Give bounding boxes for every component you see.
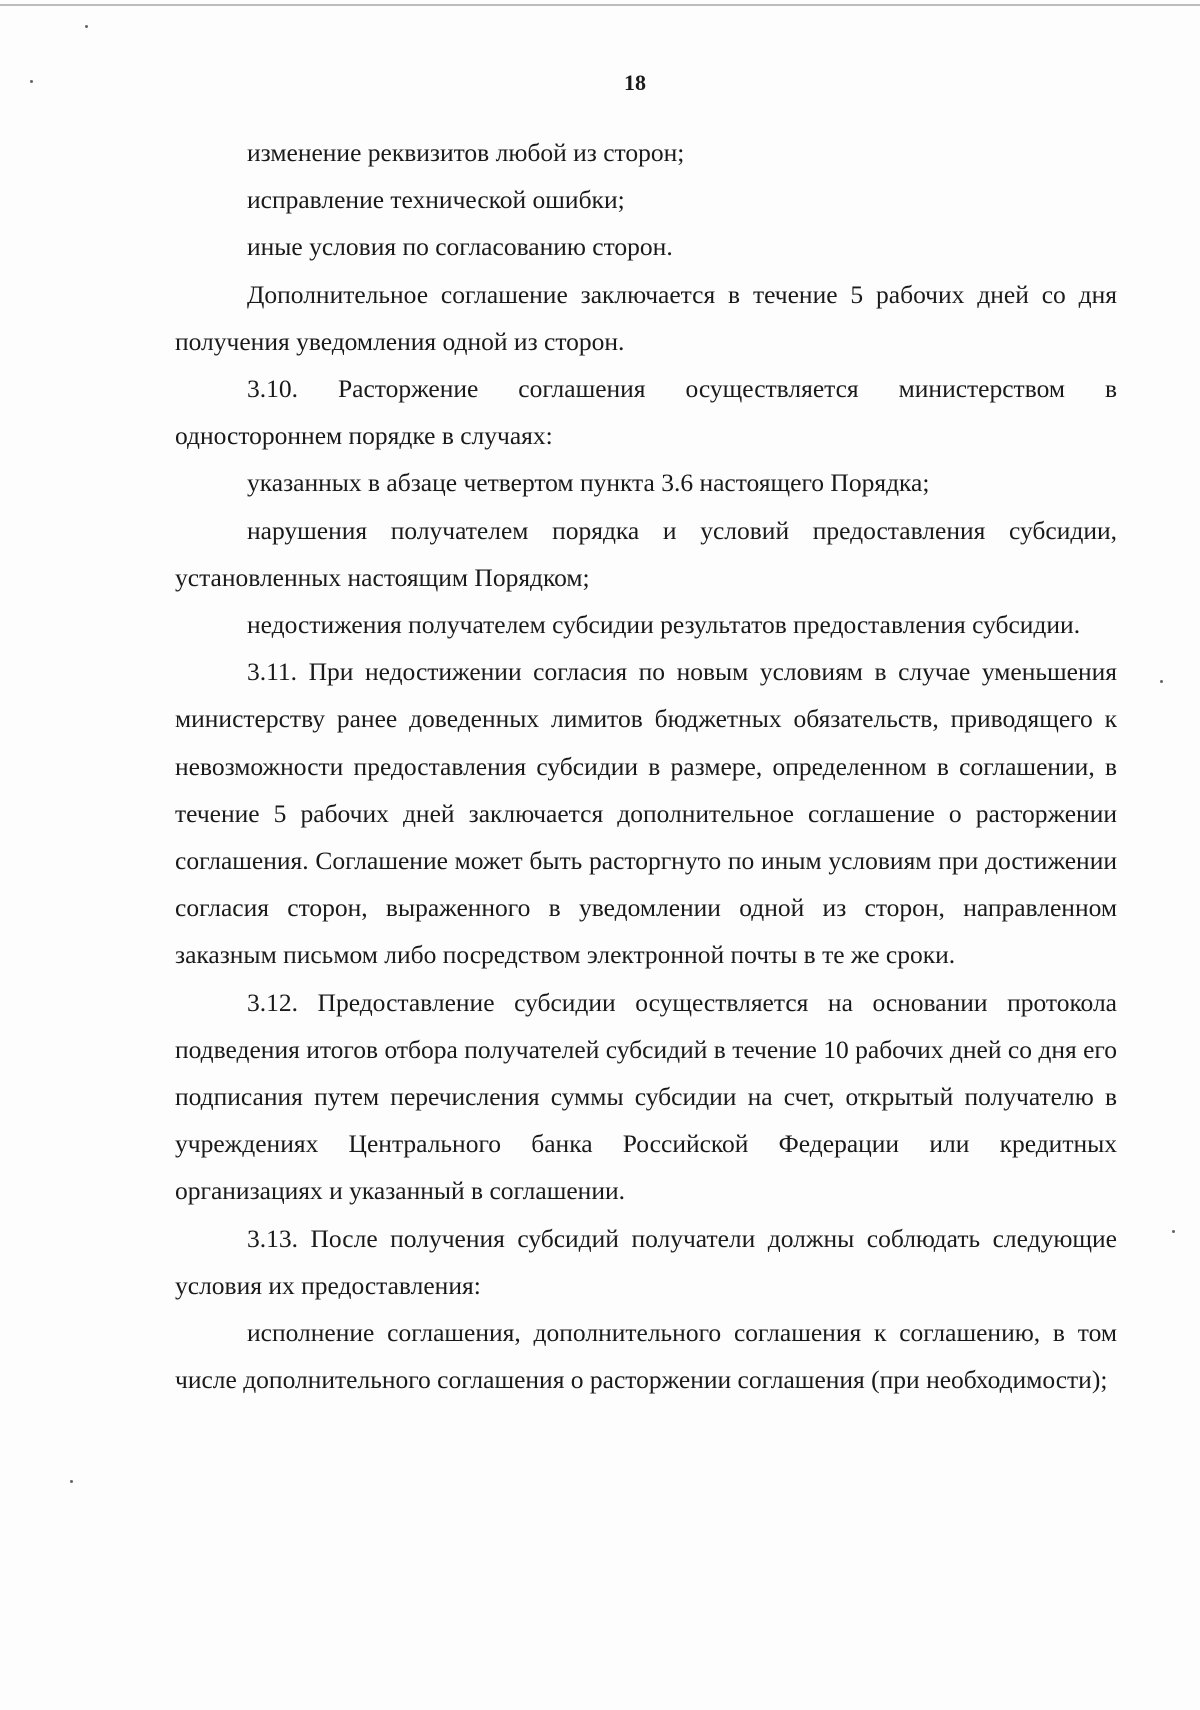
paragraph: нарушения получателем порядка и условий предоставления субсидии, установленных настоящим Порядком;	[175, 515, 1117, 592]
paragraph: Дополнительное соглашение заключается в течение 5 рабочих дней со дня получения уведомления одной из сторон.	[175, 279, 1117, 356]
scan-speck	[85, 25, 88, 28]
scan-speck	[1172, 1230, 1175, 1233]
paragraph: указанных в абзаце четвертом пункта 3.6 настоящего Порядка;	[247, 468, 930, 498]
paragraph: изменение реквизитов любой из сторон;	[247, 138, 685, 167]
paragraph: 3.12. Предоставление субсидии осуществляется на основании протокола подведения итогов отбора получателей субсидий в течение 10 рабочих дней со дня его подписания путем перечисления суммы субсидии на счет, открытый получателю в учреждениях Центрального банка Российской Федерации или кредитных организациях и указанный в соглашении.	[175, 987, 1117, 1206]
paragraph: 3.13. После получения субсидий получатели должны соблюдать следующие условия их предоставления:	[175, 1223, 1117, 1300]
scan-speck	[70, 1480, 73, 1483]
paragraph: исправление технической ошибки;	[247, 185, 625, 215]
paragraph: иные условия по согласованию сторон.	[247, 232, 673, 262]
scan-edge-line	[0, 4, 1200, 6]
paragraph: недостижения получателем субсидии результатов предоставления субсидии.	[247, 610, 1081, 640]
page-number: 18	[624, 70, 646, 95]
scan-speck	[1160, 680, 1163, 683]
paragraph: 3.10. Расторжение соглашения осуществляется министерством в одностороннем порядке в случаях:	[175, 374, 1117, 451]
paragraph: 3.11. При недостижении согласия по новым условиям в случае уменьшения министерству ранее доведенных лимитов бюджетных обязательств, приводящего к невозможности предоставления субсидии в размере, определенном в соглашении, в течение 5 рабочих дней заключается дополнительное соглашение о расторжении соглашения. Соглашение может быть расторгнуто по иным условиям при достижении согласия сторон, выраженного в уведомлении одной из сторон, направленном заказным письмом либо посредством электронной почты в те же сроки.	[175, 657, 1117, 970]
document-body	[175, 129, 1117, 1403]
paragraph: исполнение соглашения, дополнительного соглашения к соглашению, в том числе дополнительного соглашения о расторжении соглашения (при необходимости);	[175, 1318, 1117, 1395]
